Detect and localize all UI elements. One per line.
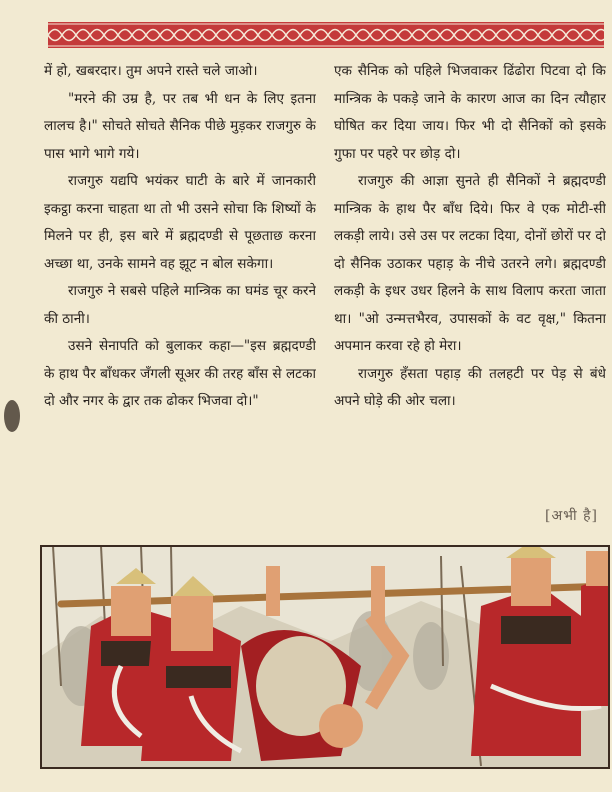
illustration-warriors-carrying-captive-icon xyxy=(40,545,610,769)
paragraph: में हो, खबरदार। तुम अपने रास्ते चले जाओ। xyxy=(44,63,258,79)
continued-label: [अभी है] xyxy=(545,508,598,524)
paragraph: "मरने की उम्र है, पर तब भी धन के लिए इतना लालच है।" सोचते सोचते सैनिक पीछे मुड़कर राजगुरु के पास भागे भागे गये। xyxy=(44,90,316,162)
right-text-column xyxy=(334,58,606,528)
paragraph: राजगुरु यद्यपि भयंकर घाटी के बारे में जानकारी इकट्ठा करना चाहता था तो भी उसने सोचा कि शिष्यों के मिलने पर ही, इस बारे में ब्रह्मदण्डी से पूछताछ करना अच्छा था, उनके सामने वह झूट न बोल सकेगा। xyxy=(44,173,316,272)
paragraph: राजगुरु ने सबसे पहिले मान्त्रिक का घमंड चूर करने की ठानी। xyxy=(44,283,316,327)
paragraph: राजगुरु की आज्ञा सुनते ही सैनिकों ने ब्रह्मदण्डी मान्त्रिक के हाथ पैर बाँध दिये। फिर वे एक मोटी-सी लकड़ी लाये। उसे उस पर लटका दिया, दोनों छोरों पर दो दो सैनिक उठाकर पहाड़ के नीचे उतरने लगे। ब्रह्मदण्डी लकड़ी के इधर उधर हिलने के साथ विलाप करता जाता था। "ओ उन्मत्तभैरव, उपासकों के वट वृक्ष," कितना अपमान करवा रहे हो मेरा। xyxy=(334,173,606,354)
left-text-column xyxy=(44,58,316,528)
paragraph: राजगुरु हँसता पहाड़ की तलहटी पर पेड़ से बंधे अपने घोड़े की ओर चला। xyxy=(334,365,606,409)
decorative-border xyxy=(48,22,604,48)
paragraph: एक सैनिक को पहिले भिजवाकर ढिंढोरा पिटवा दो कि मान्त्रिक के पकड़े जाने के कारण आज का दिन त्यौहार घोषित कर दिया जाय। फिर भी दो सैनिकों को इसके गुफा पर पहरे पर छोड़ दो। xyxy=(334,63,606,162)
page-smudge xyxy=(4,400,20,432)
paragraph: उसने सेनापति को बुलाकर कहा—"इस ब्रह्मदण्डी के हाथ पैर बाँधकर जँगली सूअर की तरह बाँस से लटका दो और नगर के द्वार तक ढोकर भिजवा दो।" xyxy=(44,338,316,409)
